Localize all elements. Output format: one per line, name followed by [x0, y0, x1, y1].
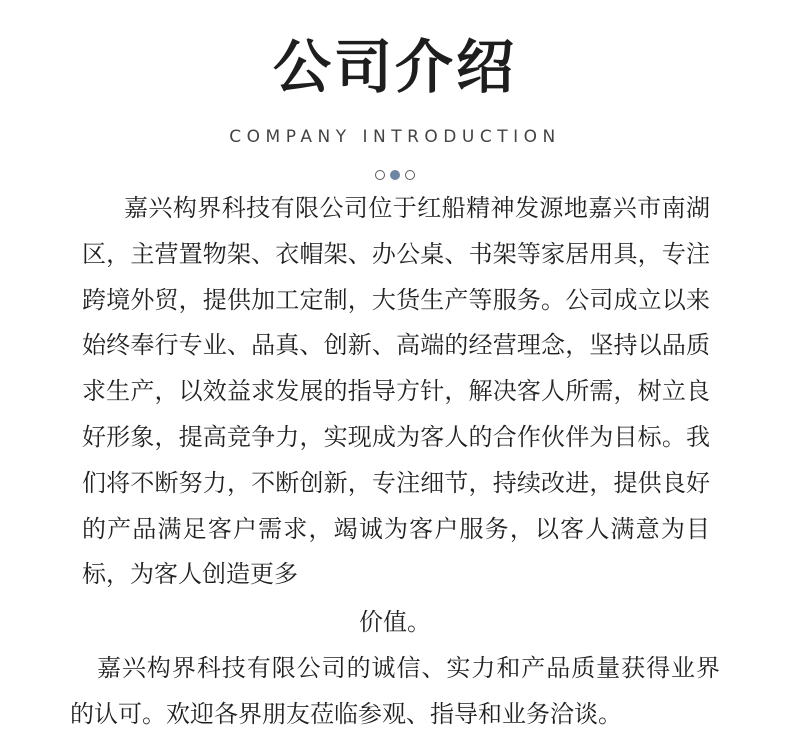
closing-paragraph: 嘉兴构界科技有限公司的诚信、实力和产品质量获得业界的认可。欢迎各界朋友莅临参观、指导和业务洽谈。	[70, 654, 720, 728]
indicator-dot	[375, 170, 385, 180]
page-title: 公司介绍	[272, 33, 517, 101]
indicator-dot	[405, 170, 415, 180]
page-indicator	[0, 170, 790, 180]
indicator-dot-active	[390, 170, 400, 180]
intro-paragraph-ending: 价值。	[359, 608, 431, 636]
page-subtitle: COMPANY INTRODUCTION	[229, 127, 561, 147]
intro-paragraph: 嘉兴构界科技有限公司位于红船精神发源地嘉兴市南湖区，主营置物架、衣帽架、办公桌、书架等家居用具，专注跨境外贸，提供加工定制，大货生产等服务。公司成立以来始终奉行专业、品真、创新、高端的经营理念，坚持以品质求生产，以效益求发展的指导方针，解决客人所需，树立良好形象，提高竞争力，实现成为客人的合作伙伴为目标。我们将不断努力，不断创新，专注细节，持续改进，提供良好的产品满足客户需求，竭诚为客户服务，以客人满意为目标，为客人创造更多	[82, 194, 710, 589]
